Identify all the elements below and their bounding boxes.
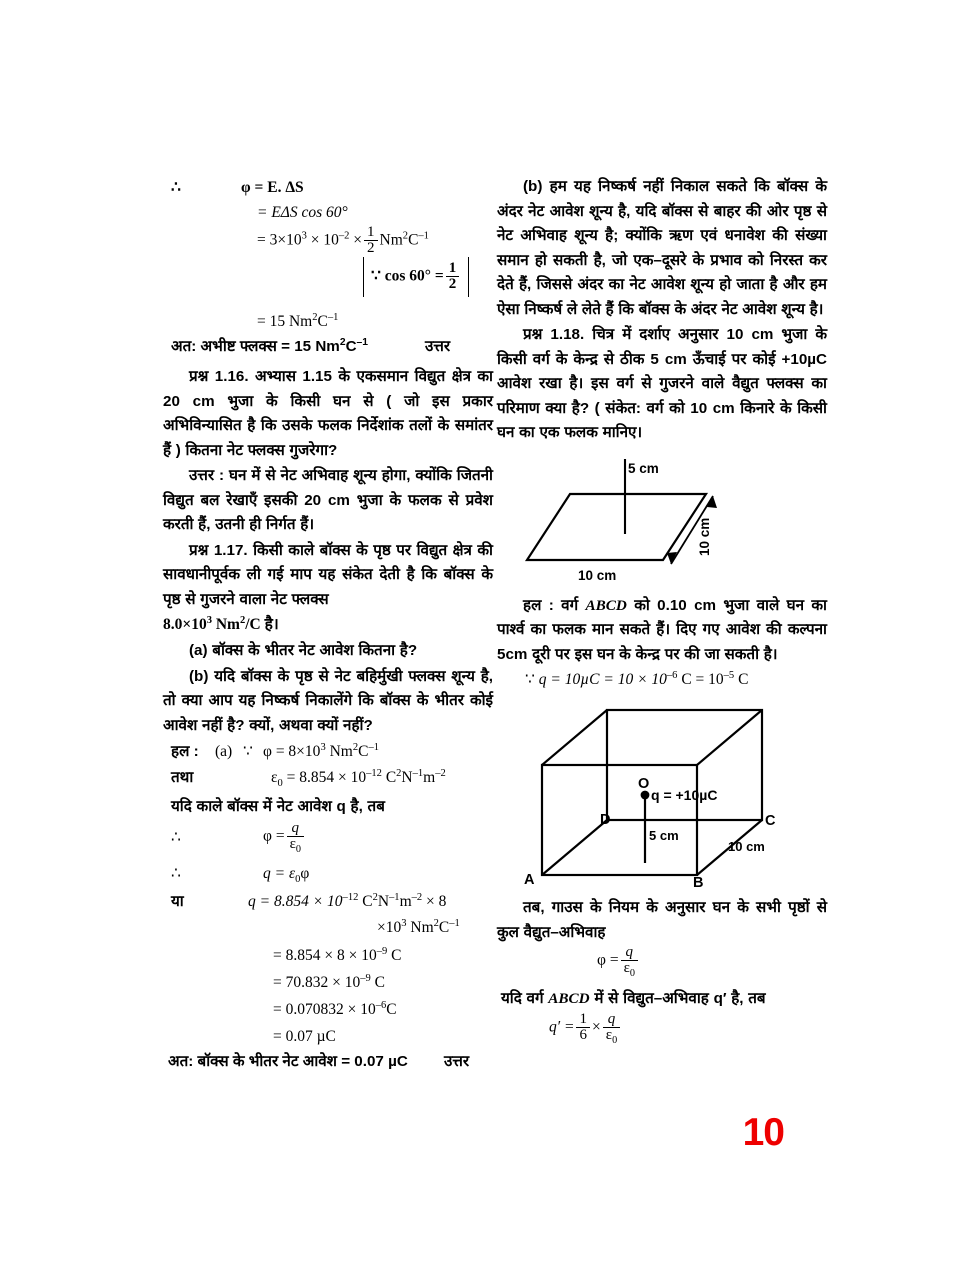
answer-1-17-part-b — [497, 175, 827, 322]
question-1-17-text: किसी काले बॉक्स के पृष्ठ पर विद्युत क्षेत्र की सावधानीपूर्वक ली गई माप यह संकेत देती है कि बॉक्स के पृष्ठ से गुजरने वाला नेट फ्लक्स — [163, 541, 493, 608]
question-1-16 — [163, 365, 493, 463]
square-bottom-label: 10 cm — [578, 567, 617, 583]
cos60-bracket-note — [163, 257, 493, 303]
question-1-17 — [163, 539, 493, 613]
answer-tag-117: उत्तर — [444, 1053, 470, 1070]
question-1-17-part-a: (a) बॉक्स के भीतर नेट आवेश कितना है? — [189, 642, 418, 659]
square-right-label: 10 cm — [697, 517, 712, 556]
question-1-17-value: $8.0\times 10^3$ Nm$^2$/C है। — [163, 614, 279, 633]
flux-derivation-block — [163, 175, 493, 363]
cube-charge-svg — [497, 705, 827, 890]
solution-117-step-2: = $70.832 \times 10^{-9}$ C — [273, 972, 385, 991]
question-1-17-label: प्रश्न 1.17. — [189, 541, 248, 559]
square-charge-svg — [497, 456, 827, 586]
qprime-formula: q′ = $\frac{1}{6}$ × $\frac{q}{\varepsilon_0}$ — [497, 1012, 827, 1056]
cube-height-label: 5 cm — [649, 828, 679, 843]
solution-118-prefix: वर्ग — [561, 596, 579, 614]
abcd-flux-line: यदि वर्ग ABCD में से विद्युत–अभिवाह q′ है, तब — [501, 990, 766, 1007]
square-height-label: 5 cm — [628, 460, 659, 476]
cube-edge-tr — [697, 710, 762, 765]
derivation-line-2: = EΔS cos 60° — [257, 204, 348, 221]
flux-conclusion-text: अत: अभीष्ट फ्लक्स = 15 $Nm^2C^{-1}$ — [171, 336, 369, 355]
question-1-18-text: चित्र में दर्शाए अनुसार 10 cm भुजा के किसी वर्ग के केन्द्र से ठीक 5 cm ऊँचाई पर कोई +10µC आवेश रखा है। इस वर्ग से गुजरने वाले वैद्युत फ्लक्स का परिमाण क्या है? ( संकेत: वर्ग को 10 cm किनारे के किसी घन का एक फलक मानिए। — [497, 326, 827, 441]
answer-1-16-text: घन में से नेट अभिवाह शून्य होगा, क्योंकि जितनी विद्युत बल रेखाएँ इसकी 20 cm भुजा के फलक से प्रवेश करती हैं, उतनी ही निर्गत हैं। — [163, 467, 493, 533]
flux-conclusion-line — [163, 336, 493, 363]
solution-117-final-text: अत: बॉक्स के भीतर नेट आवेश = 0.07 µC — [168, 1053, 408, 1070]
cube-charge-label: q = +10µC — [651, 787, 718, 803]
solution-118-q-value: ∵ $q = 10\mu C = 10 \times 10^{-6}$ $C = 10^{-5}$ C — [525, 669, 749, 688]
solution-117-step-3: = $0.070832 \times 10^{-6}C$ — [273, 999, 397, 1018]
cube-edge-bl — [542, 820, 607, 875]
left-column — [163, 175, 493, 1078]
solution-118-hal-label: हल : — [523, 596, 554, 614]
answer-1-16 — [163, 464, 493, 538]
question-1-18-label: प्रश्न 1.18. — [523, 326, 585, 343]
solution-117-final — [163, 1051, 493, 1078]
cube-vertex-c: C — [765, 813, 776, 829]
abcd-label-2: ABCD — [548, 990, 590, 1007]
one-sixth-fraction: $\frac{1}{6}$ — [576, 1012, 590, 1044]
cube-center-label-o: O — [638, 776, 650, 792]
cube-vertex-a: A — [524, 872, 535, 888]
solution-117-if-line: यदि काले बॉक्स में नेट आवेश q है, तब — [171, 798, 385, 815]
figure-cube-with-charge — [497, 705, 827, 890]
gauss-law-text: तब, गाउस के नियम के अनुसार घन के सभी पृष्ठों से कुल वैद्युत–अभिवाह — [497, 899, 827, 941]
derivation-line-1 — [163, 175, 493, 200]
solution-117-q-expand-line2: $\times 10^3$ $Nm^2C^{-1}$ — [377, 917, 460, 936]
gauss-phi-formula: φ = $\frac{q}{\varepsilon_0}$ — [497, 945, 827, 987]
square-bracket-group: ∵ cos 60° = $\frac{1}{2}$ — [363, 257, 469, 297]
right-column — [497, 175, 827, 1056]
q-over-epsilon0-fraction: $\frac{q}{\varepsilon_0}$ — [287, 821, 304, 853]
solution-117-q-expand: या $q = 8.854 \times 10^{-12}$ $C^2N^{-1}m^{-2} \times 8$ — [171, 891, 447, 910]
answer-tag-116a: उत्तर — [425, 338, 451, 355]
one-half-fraction-bracket: $\frac{1}{2}$ — [446, 261, 460, 293]
phi-equals-e-delta-s: φ = E. ΔS — [241, 179, 304, 196]
answer-1-16-label: उत्तर : — [189, 467, 225, 484]
cube-vertex-b: B — [693, 875, 704, 890]
question-1-16-label: प्रश्न 1.16. — [189, 368, 249, 385]
question-1-16-text: अभ्यास 1.15 के एकसमान विद्युत क्षेत्र का 20 cm भुजा के किसी घन से ( जो इस प्रकार अभिविन्यासित है कि उसके फलक निर्देशांक तलों के समांतर हैं ) कितना नेट फ्लक्स गुजरेगा? — [163, 368, 493, 459]
cube-edge-label: 10 cm — [728, 839, 765, 854]
solution-117-line-a: हल : (a) ∵ $\varphi = 8\times 10^3$ $Nm^2C^{-1}$ — [171, 741, 379, 760]
figure-square-with-charge — [497, 456, 827, 586]
solution-117-epsilon0: तथा $\varepsilon_0 = 8.854 \times 10^{-12}$ $C^2N^{-1}m^{-2}$ — [171, 767, 446, 790]
gauss-q-over-eps0: $\frac{q}{\varepsilon_0}$ — [621, 945, 638, 977]
derivation-line-4: = 15 $Nm^2C^{-1}$ — [257, 311, 339, 330]
solution-118-mid: को 0.10 cm भुजा वाले घन का पार्श्व का फलक मान सकते हैं। दिए गए आवेश की कल्पना 5cm दूरी पर इस घन के केन्द्र पर की जा सकती है। — [497, 596, 827, 663]
derivation-line-3: = $3\times 10^3 \times 10^{-2}$ × $\frac{1}{2}$ $Nm^2C^{-1}$ — [257, 224, 429, 257]
abcd-label-1: ABCD — [585, 596, 627, 614]
solution-117-q-eq-eps-phi: ∴ $q = \varepsilon_0\varphi$ — [171, 865, 310, 886]
cube-vertex-d: D — [600, 812, 611, 828]
cube-edge-tl — [542, 710, 607, 765]
page-number: 10 — [742, 1111, 784, 1154]
question-1-17-part-b: (b) यदि बॉक्स के पृष्ठ से नेट बहिर्मुखी फ्लक्स शून्य है, तो क्या आप यह निष्कर्ष निकालेंगे कि बॉक्स के भीतर कोई आवेश नहीं है? क्यों, अथवा क्यों नहीं? — [163, 667, 493, 734]
answer-117b-label: (b) — [523, 178, 543, 195]
therefore-symbol: ∴ — [171, 179, 181, 196]
solution-1-18-text — [497, 594, 827, 668]
one-half-fraction: $\frac{1}{2}$ — [364, 225, 378, 257]
solution-117-step-4: = 0.07 µC — [273, 1028, 336, 1045]
solution-117-step-1: = $8.854 \times 8 \times 10^{-9}$ C — [273, 945, 402, 964]
answer-117b-text: हम यह निष्कर्ष नहीं निकाल सकते कि बॉक्स के अंदर नेट आवेश शून्य है, यदि बॉक्स से बाहर की ओर पृष्ठ से नेट अभिवाह शून्य है; क्योंकि ऋण एवं धनावेश की संख्या समान हो सकती है, जो एक–दूसरे के प्रभाव को निरस्त कर देते हैं, जिससे अंदर का नेट आवेश शून्य हो जाता है और हम ऐसा निष्कर्ष ले लेते हैं कि बॉक्स के अंदर नेट आवेश शून्य है। — [497, 178, 827, 318]
qprime-q-over-eps0: $\frac{q}{\varepsilon_0}$ — [603, 1012, 620, 1044]
question-1-18 — [497, 323, 827, 446]
solution-117-phi-formula: ∴ φ = $\frac{q}{\varepsilon_0}$ — [163, 821, 493, 861]
